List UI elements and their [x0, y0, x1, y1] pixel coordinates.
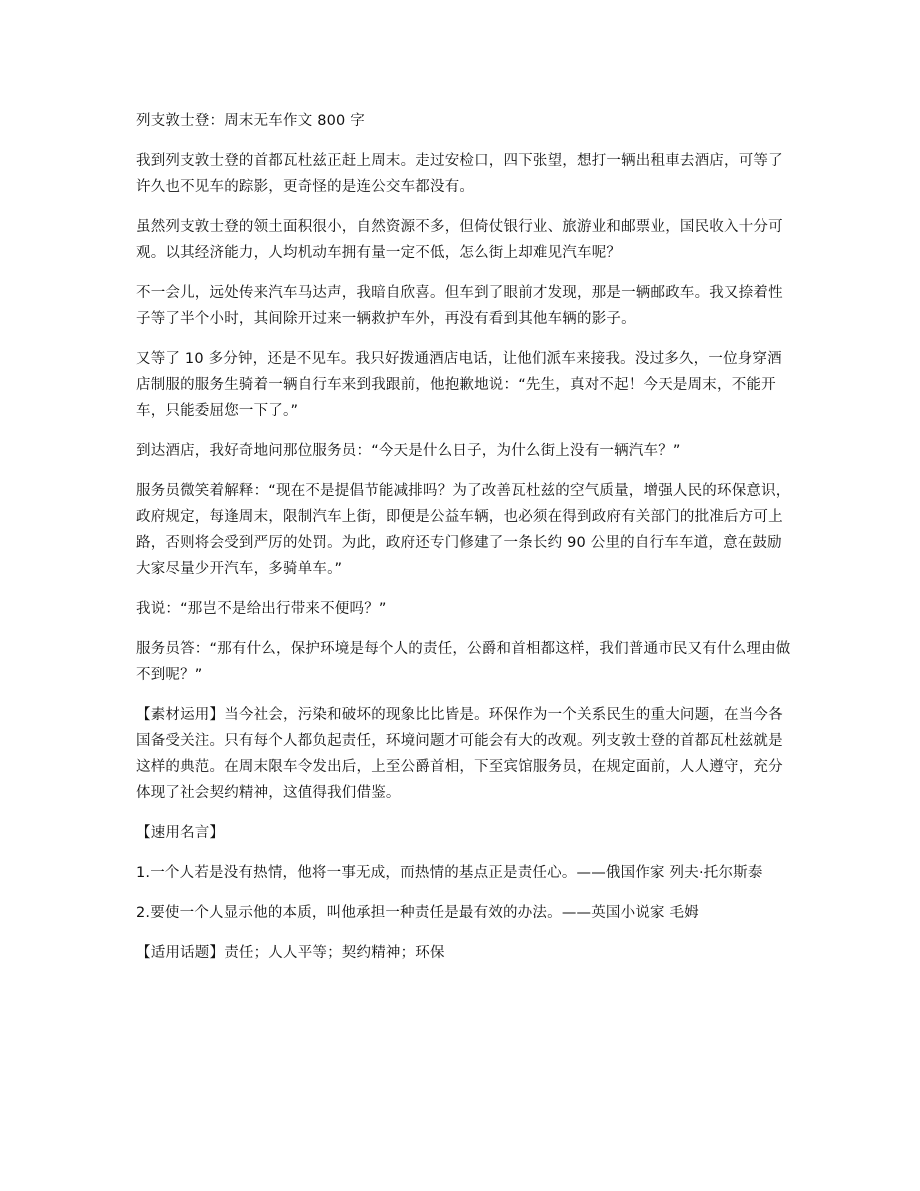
paragraph-inconvenience: 我说：“那岂不是给出行带来不便吗？” [136, 601, 387, 617]
document-page [136, 108, 796, 980]
paragraph-economy: 虽然列支敦士登的领土面积很小，自然资源不多，但倚仗银行业、旅游业和邮票业，国民收入十分可观。以其经济能力，人均机动车拥有量一定不低，怎么街上却难见汽车呢？ [136, 219, 783, 261]
quote-2: 2.要使一个人显示他的本质，叫他承担一种责任是最有效的办法。——英国小说家 毛姆 [136, 905, 699, 921]
paragraph-hotel-call: 又等了 10 多分钟，还是不见车。我只好拨通酒店电话，让他们派车来接我。没过多久，一位身穿酒店制服的服务生骑着一辆自行车来到我跟前，他抱歉地说：“先生，真对不起！今天是周末，不能开车，只能委屈您一下了。” [136, 351, 782, 419]
section-heading-quotes: 【速用名言】 [136, 825, 225, 841]
paragraph-postal-car: 不一会儿，远处传来汽车马达声，我暗自欣喜。但车到了眼前才发现，那是一辆邮政车。我又捺着性子等了半个小时，其间除开过来一辆救护车外，再没有看到其他车辆的影子。 [136, 285, 783, 327]
paragraph-material-usage: 【素材运用】当今社会，污染和破坏的现象比比皆是。环保作为一个关系民生的重大问题，在当今各国备受关注。只有每个人都负起责任，环境问题才可能会有大的改观。列支敦士登的首都瓦杜兹就是这样的典范。在周末限车令发出后，上至公爵首相，下至宾馆服务员，在规定面前，人人遵守，充分体现了社会契约精神，这值得我们借鉴。 [136, 707, 783, 801]
paragraph-answer: 服务员答：“那有什么，保护环境是每个人的责任，公爵和首相都这样，我们普通市民又有什么理由做不到呢？” [136, 641, 791, 683]
paragraph-arrival: 我到列支敦士登的首都瓦杜兹正赶上周末。走过安检口，四下张望，想打一辆出租車去酒店，可等了许久也不见车的踪影，更奇怪的是连公交车都没有。 [136, 153, 783, 195]
paragraph-question: 到达酒店，我好奇地问那位服务员：“今天是什么日子，为什么街上没有一辆汽车？” [136, 443, 681, 459]
quote-1: 1.一个人若是没有热情，他将一事无成，而热情的基点正是责任心。——俄国作家 列夫·托尔斯泰 [136, 865, 763, 881]
applicable-topics: 【适用话题】责任；人人平等；契约精神；环保 [136, 945, 445, 961]
document-title: 列支敦士登：周末无车作文 800 字 [136, 113, 365, 129]
paragraph-explanation: 服务员微笑着解释：“现在不是提倡节能减排吗？为了改善瓦杜兹的空气质量，增强人民的环保意识，政府规定，每逢周末，限制汽车上街，即便是公益车辆，也必须在得到政府有关部门的批准后方可上路，否则将会受到严厉的处罚。为此，政府还专门修建了一条长约 90 公里的自行车车道，意在鼓励大家尽量少开汽车，多骑单车。” [136, 483, 791, 577]
